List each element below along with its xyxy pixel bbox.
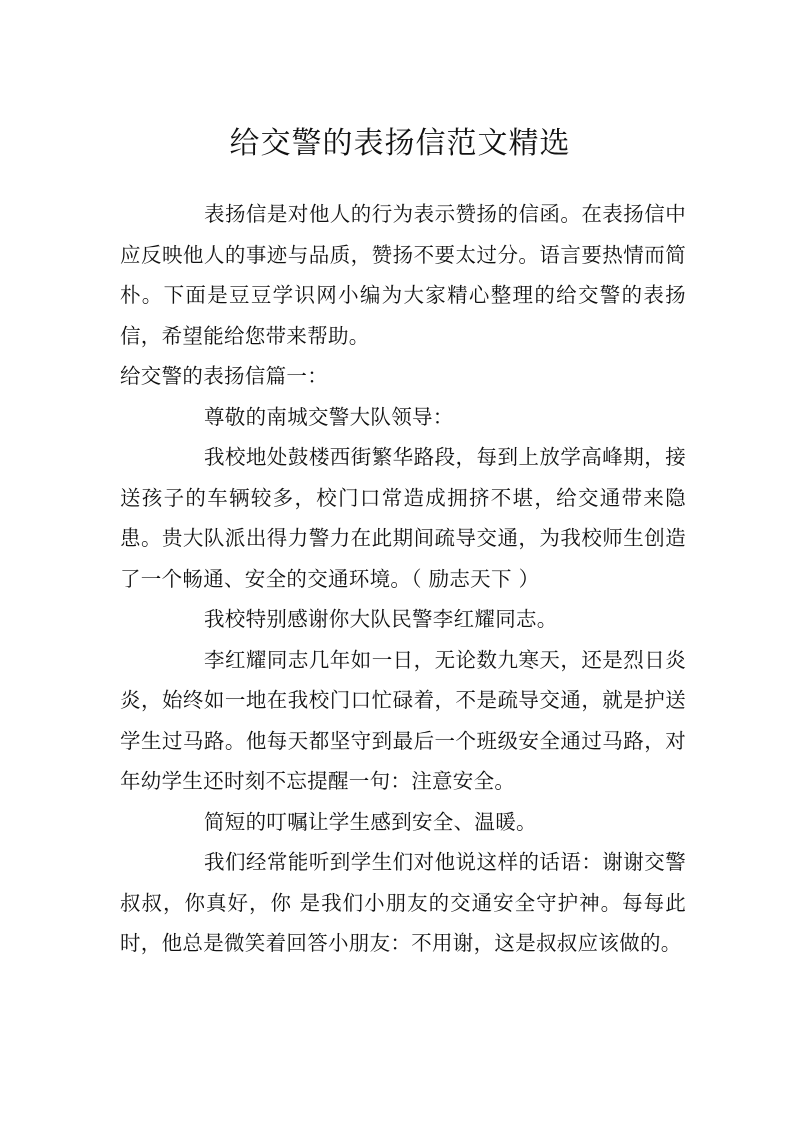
body-paragraph: 简短的叮嘱让学生感到安全、温暖。 — [204, 809, 537, 834]
letter-salutation: 尊敬的南城交警大队领导： — [204, 404, 454, 429]
section-heading: 给交警的表扬信篇一： — [120, 364, 328, 388]
document-title: 给交警的表扬信范文精选 — [229, 126, 571, 161]
document-body — [120, 194, 686, 964]
body-paragraph: 我校特别感谢你大队民警李红耀同志。 — [204, 607, 558, 631]
body-paragraph: 我们经常能听到学生们对他说这样的话语：谢谢交警叔叔，你真好，你 是我们小朋友的交通安全守护神。每每此时，他总是微笑着回答小朋友：不用谢，这是叔叔应该做的。 — [120, 850, 686, 955]
body-paragraph: 李红耀同志几年如一日，无论数九寒天，还是烈日炎炎，始终如一地在我校门口忙碌着，不是疏导交通，就是护送学生过马路。他每天都坚守到最后一个班级安全通过马路，对年幼学生还时刻不忘提醒一句：注意安全。 — [120, 647, 686, 793]
intro-paragraph: 表扬信是对他人的行为表示赞扬的信函。在表扬信中应反映他人的事迹与品质，赞扬不要太过分。语言要热情而简朴。下面是豆豆学识网小编为大家精心整理的给交警的表扬信，希望能给您带来帮助。 — [120, 202, 686, 348]
body-paragraph: 我校地处鼓楼西街繁华路段，每到上放学高峰期，接送孩子的车辆较多，校门口常造成拥挤不堪，给交通带来隐患。贵大队派出得力警力在此期间疏导交通，为我校师生创造了一个畅通、安全的交通环境。（ 励志天下 ） — [120, 445, 686, 591]
